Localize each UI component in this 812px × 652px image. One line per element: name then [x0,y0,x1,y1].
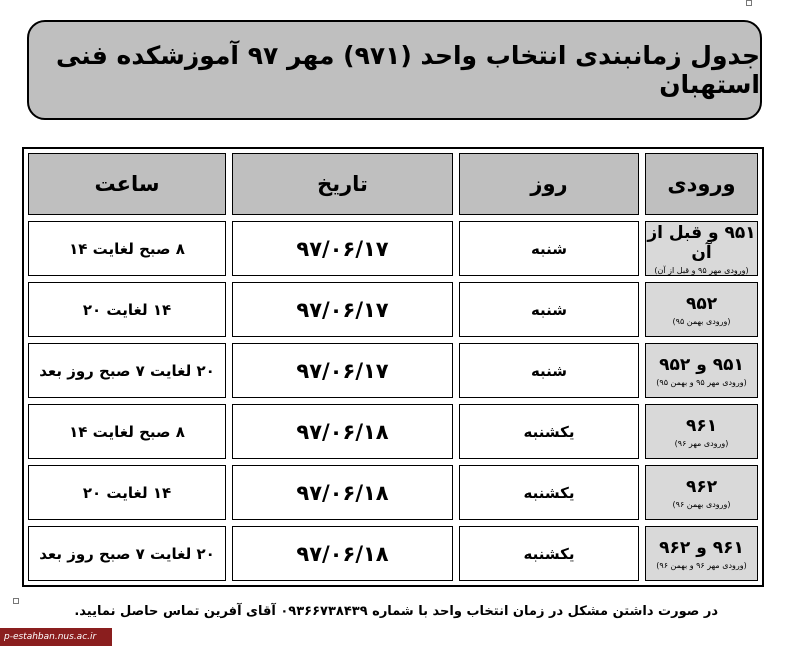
day-cell: شنبه [459,282,639,337]
header-entry: ورودی [645,153,758,215]
entry-label: ۹۶۲ [685,476,718,497]
day-cell: یکشنبه [459,404,639,459]
resize-handle-top [746,0,752,6]
entry-note: (ورودی مهر ۹۶ و بهمن ۹۶) [656,560,747,570]
entry-note: (ورودی مهر ۹۶) [674,438,729,448]
page-title: جدول زمانبندی انتخاب واحد (۹۷۱) مهر ۹۷ آموزشکده فنی استهبان [55,41,760,99]
entry-label: ۹۶۱ [685,415,718,436]
entry-label: ۹۶۱ و ۹۶۲ [659,537,744,558]
entry-note: (ورودی مهر ۹۵ و قبل از آن) [654,265,749,275]
time-cell: ۱۴ لغایت ۲۰ [28,465,226,520]
entry-cell [645,282,758,337]
entry-cell [645,221,758,276]
date-cell: ۹۷/۰۶/۱۷ [232,343,453,398]
time-cell: ۸ صبح لغایت ۱۴ [28,221,226,276]
resize-handle-bottom-left [13,598,19,604]
time-cell: ۲۰ لغایت ۷ صبح روز بعد [28,343,226,398]
header-date: تاریخ [232,153,453,215]
entry-cell [645,465,758,520]
time-cell: ۱۴ لغایت ۲۰ [28,282,226,337]
header-day: روز [459,153,639,215]
entry-note: (ورودی بهمن ۹۶) [672,499,731,509]
day-cell: یکشنبه [459,526,639,581]
entry-note: (ورودی مهر ۹۵ و بهمن ۹۵) [656,377,747,387]
entry-label: ۹۵۱ و ۹۵۲ [659,354,744,375]
entry-cell [645,343,758,398]
site-watermark: p-estahban.nus.ac.ir [0,628,112,646]
time-cell: ۲۰ لغایت ۷ صبح روز بعد [28,526,226,581]
entry-label: ۹۵۱ و قبل از آن [647,222,756,263]
day-cell: شنبه [459,221,639,276]
entry-note: (ورودی بهمن ۹۵) [672,316,731,326]
time-cell: ۸ صبح لغایت ۱۴ [28,404,226,459]
date-cell: ۹۷/۰۶/۱۸ [232,465,453,520]
day-cell: شنبه [459,343,639,398]
date-cell: ۹۷/۰۶/۱۸ [232,404,453,459]
contact-note: در صورت داشتن مشکل در زمان انتخاب واحد با شماره ۰۹۳۶۶۷۳۸۴۳۹ آقای آفرین تماس حاصل نمایید. [74,604,718,619]
day-cell: یکشنبه [459,465,639,520]
date-cell: ۹۷/۰۶/۱۷ [232,282,453,337]
schedule-table [22,147,764,587]
title-box [27,20,762,120]
header-time: ساعت [28,153,226,215]
date-cell: ۹۷/۰۶/۱۸ [232,526,453,581]
entry-cell [645,526,758,581]
date-cell: ۹۷/۰۶/۱۷ [232,221,453,276]
entry-label: ۹۵۲ [685,293,718,314]
entry-cell [645,404,758,459]
